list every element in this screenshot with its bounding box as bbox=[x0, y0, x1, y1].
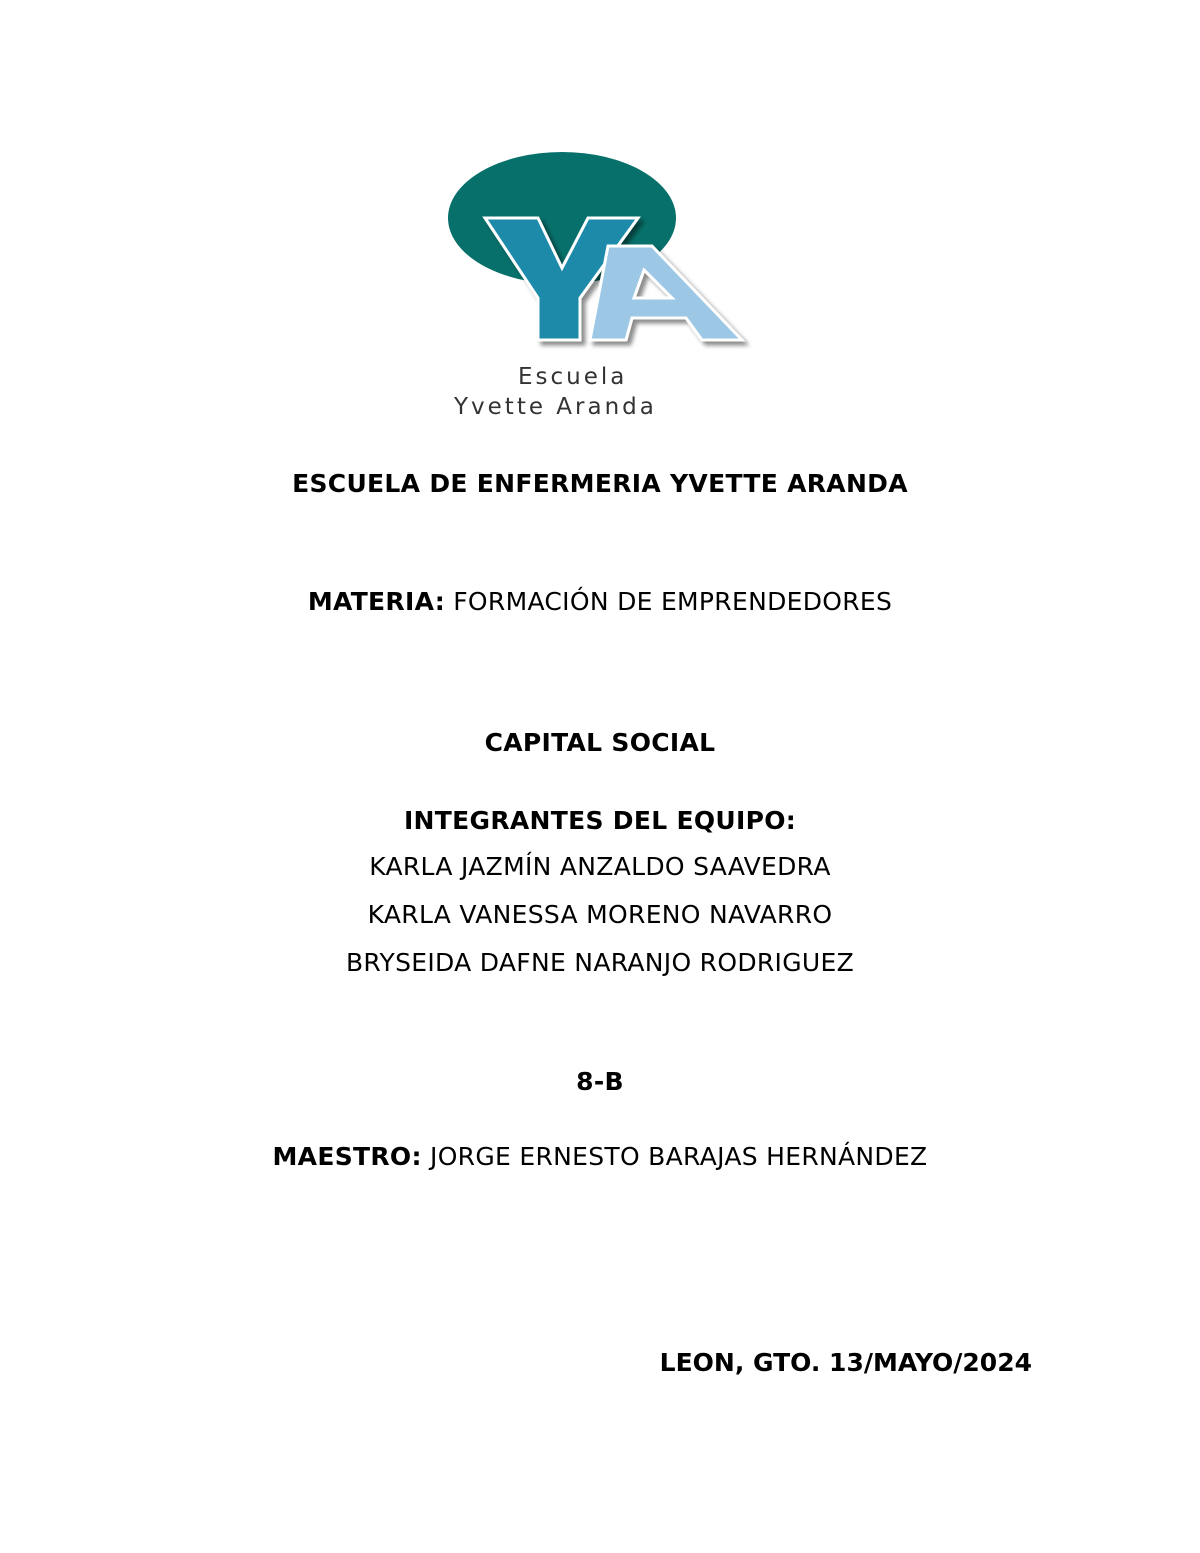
teacher-line bbox=[0, 1142, 1200, 1172]
logo-text-line1: Escuela bbox=[518, 364, 628, 390]
subject-value: FORMACIÓN DE EMPRENDEDORES bbox=[453, 587, 893, 616]
school-name: ESCUELA DE ENFERMERIA YVETTE ARANDA bbox=[292, 469, 908, 498]
team-member: BRYSEIDA DAFNE NARANJO RODRIGUEZ bbox=[345, 948, 855, 977]
topic-title: CAPITAL SOCIAL bbox=[484, 728, 716, 757]
place-date: LEON, GTO. 13/MAYO/2024 bbox=[659, 1348, 1032, 1377]
school-logo bbox=[440, 150, 760, 430]
subject-line bbox=[0, 587, 1200, 617]
team-heading: INTEGRANTES DEL EQUIPO: bbox=[403, 806, 797, 835]
teacher-value: JORGE ERNESTO BARAJAS HERNÁNDEZ bbox=[430, 1142, 928, 1171]
logo-letter-a bbox=[590, 246, 742, 340]
ya-logo-graphic bbox=[440, 150, 760, 430]
team-member: KARLA VANESSA MORENO NAVARRO bbox=[367, 900, 833, 929]
teacher-label: MAESTRO: bbox=[272, 1142, 422, 1171]
team-member: KARLA JAZMÍN ANZALDO SAAVEDRA bbox=[369, 852, 831, 881]
subject-label: MATERIA: bbox=[307, 587, 445, 616]
group-label: 8-B bbox=[576, 1067, 624, 1096]
logo-text-line2: Yvette Aranda bbox=[454, 394, 657, 420]
